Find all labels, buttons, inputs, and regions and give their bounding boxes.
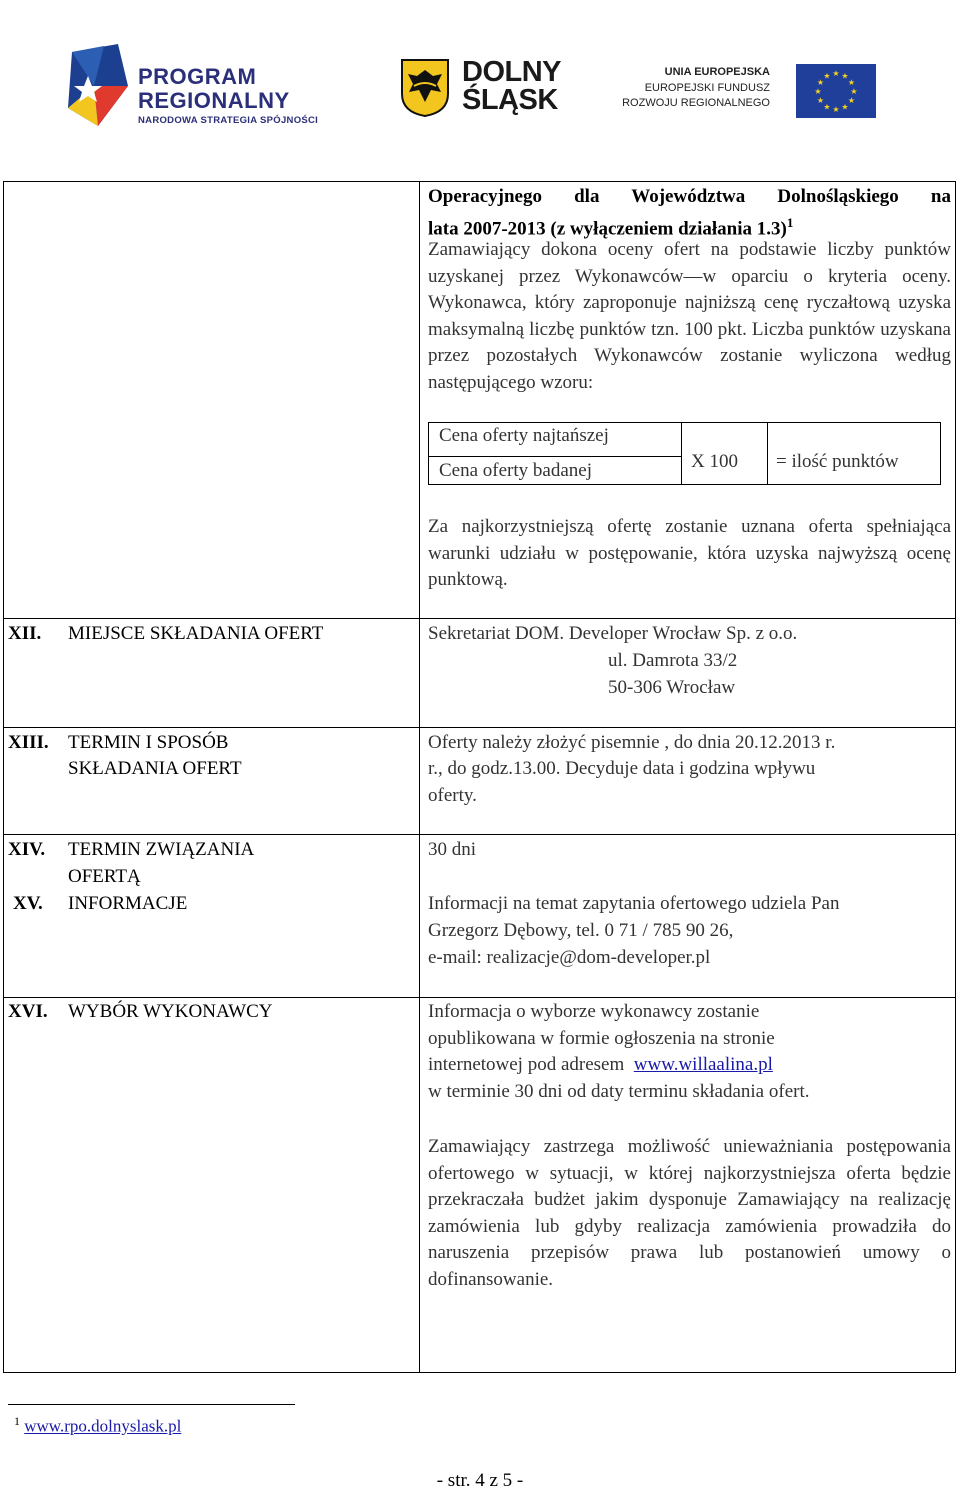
svg-text:★: ★ bbox=[832, 69, 840, 78]
section-xvi-paragraph2: Zamawiający zastrzega możliwość unieważniania postępowania ofertowego w sytuacji, w której najkorzystniejsza oferta będzie przekraczała budżet jakim dysponuje Zamawiający na realizację zamówienia lub gdyby realizacja zamówienia prowadziła do naruszenia przepisów prawa lub postanowień umowy o dofinansowanie. bbox=[428, 1136, 951, 1290]
eu-logo-line2: EUROPEJSKI FUNDUSZ bbox=[644, 82, 770, 94]
svg-text:★: ★ bbox=[816, 78, 825, 87]
eu-logo bbox=[622, 62, 880, 118]
eu-logo-line3: ROZWOJU REGIONALNEGO bbox=[622, 97, 770, 109]
section-xii-line3: 50-306 Wrocław bbox=[608, 677, 736, 698]
section-xvi-title: WYBÓR WYKONAWCY bbox=[68, 1001, 273, 1022]
section-xv-title: INFORMACJE bbox=[68, 893, 188, 914]
section-xiv-number: XIV. bbox=[8, 839, 46, 860]
svg-text:★: ★ bbox=[850, 87, 858, 96]
svg-text:★: ★ bbox=[841, 102, 849, 112]
dolny-slask-logo bbox=[400, 58, 580, 122]
svg-text:★: ★ bbox=[847, 96, 856, 105]
section-xv-line3: e-mail: realizacje@dom-developer.pl bbox=[428, 947, 711, 968]
dolny-slask-eagle-icon bbox=[400, 58, 450, 118]
section-xiii-number: XIII. bbox=[8, 732, 49, 753]
eu-logo-line1: UNIA EUROPEJSKA bbox=[664, 66, 770, 78]
section-xii-number: XII. bbox=[8, 623, 42, 644]
section-xiii-line3: oferty. bbox=[428, 785, 477, 806]
section-xii-title: MIEJSCE SKŁADANIA OFERT bbox=[68, 623, 324, 644]
section-xiii-line2: r., do godz.13.00. Decyduje data i godzina wpływu bbox=[428, 758, 816, 779]
formula-denominator: Cena oferty badanej bbox=[439, 460, 592, 481]
formula-numerator: Cena oferty najtańszej bbox=[439, 425, 609, 446]
svg-text:★: ★ bbox=[847, 78, 856, 87]
section-xvi-line4: w terminie 30 dni od daty terminu składania ofert. bbox=[428, 1081, 810, 1102]
section-xvi-number: XVI. bbox=[8, 1001, 48, 1022]
program-logo-line3: NARODOWA STRATEGIA SPÓJNOŚCI bbox=[138, 115, 319, 126]
svg-text:★: ★ bbox=[823, 71, 831, 81]
footnote-rule bbox=[8, 1404, 295, 1405]
section-xiii-title-line1: TERMIN I SPOSÓB bbox=[68, 732, 229, 753]
row-divider bbox=[4, 618, 955, 619]
program-regionalny-logo bbox=[58, 42, 348, 132]
row-divider bbox=[4, 727, 955, 728]
eu-flag-icon bbox=[796, 64, 876, 118]
row-divider bbox=[4, 997, 955, 998]
section-xiii-title-line2: SKŁADANIA OFERT bbox=[68, 758, 242, 779]
svg-text:★: ★ bbox=[841, 71, 849, 81]
section-xvi-line3-prefix: internetowej pod adresem bbox=[428, 1054, 625, 1075]
section-xiv-text: 30 dni bbox=[428, 839, 477, 860]
section-xiv-title-line2: OFERTĄ bbox=[68, 866, 141, 887]
section-xiv-title-line1: TERMIN ZWIĄZANIA bbox=[68, 839, 255, 860]
section-xv-number: XV. bbox=[13, 893, 43, 914]
criteria-paragraph: Zamawiający dokona oceny ofert na podstawie liczby punktów uzyskanej przez Wykonawców—w oparciu o kryteria oceny. Wykonawca, który zaproponuje najniższą cenę ryczałtową uzyska maksymalną liczbę punktów tzn. 100 pkt. Liczba punktów uzyskana przez pozostałych Wykonawców zostanie wyliczona według następującego wzoru: bbox=[428, 239, 951, 393]
svg-text:★: ★ bbox=[832, 105, 840, 114]
criteria-heading-line1: Operacyjnego dla Województwa Dolnośląskiego na bbox=[428, 186, 951, 207]
formula-fraction-line bbox=[429, 456, 681, 457]
scoring-formula bbox=[428, 422, 941, 485]
criteria-conclusion: Za najkorzystniejszą ofertę zostanie uznana oferta spełniająca warunki udziału w postępowanie, która uzyska najwyższą ocenę punktową. bbox=[428, 516, 951, 590]
section-xvi-line1: Informacja o wyborze wykonawcy zostanie bbox=[428, 1001, 760, 1022]
formula-multiplier: X 100 bbox=[691, 451, 738, 472]
page-number: - str. 4 z 5 - bbox=[436, 1470, 524, 1491]
dolny-slask-line2: ŚLĄSK bbox=[462, 84, 558, 116]
program-logo-line1: PROGRAM bbox=[138, 64, 257, 89]
section-xvi-line2: opublikowana w formie ogłoszenia na stronie bbox=[428, 1028, 775, 1049]
section-xiii-line1: Oferty należy złożyć pisemnie , do dnia 20.12.2013 r. bbox=[428, 732, 836, 753]
section-xv-line1: Informacji na temat zapytania ofertowego udziela Pan bbox=[428, 893, 840, 914]
program-logo-line2: REGIONALNY bbox=[138, 88, 290, 113]
dolny-slask-line1: DOLNY bbox=[462, 56, 561, 88]
section-xv-line2: Grzegorz Dębowy, tel. 0 71 / 785 90 26, bbox=[428, 920, 734, 941]
svg-text:★: ★ bbox=[816, 96, 825, 105]
row-divider bbox=[4, 834, 955, 835]
footnote-link[interactable]: www.rpo.dolnyslask.pl bbox=[24, 1416, 182, 1436]
svg-text:★: ★ bbox=[814, 87, 822, 96]
formula-divider bbox=[767, 423, 768, 484]
svg-text:★: ★ bbox=[823, 102, 831, 112]
formula-result: = ilość punktów bbox=[776, 451, 899, 472]
willaalina-link[interactable]: www.willaalina.pl bbox=[633, 1054, 773, 1075]
header-logos bbox=[0, 0, 960, 175]
offer-terms-table bbox=[3, 181, 956, 1373]
footnote-ref: 1 bbox=[786, 215, 794, 230]
column-divider bbox=[419, 182, 420, 1372]
section-xvi-line3 bbox=[428, 1052, 951, 1079]
formula-divider bbox=[681, 423, 682, 484]
section-xii-line2: ul. Damrota 33/2 bbox=[608, 650, 738, 671]
footnote-number: 1 bbox=[14, 1414, 20, 1428]
footnote bbox=[14, 1414, 181, 1437]
program-regionalny-star-icon bbox=[58, 42, 136, 132]
criteria-heading-line2-text: lata 2007-2013 (z wyłączeniem działania 1.3) bbox=[428, 218, 787, 240]
section-xii-line1: Sekretariat DOM. Developer Wrocław Sp. z o.o. bbox=[428, 623, 798, 644]
